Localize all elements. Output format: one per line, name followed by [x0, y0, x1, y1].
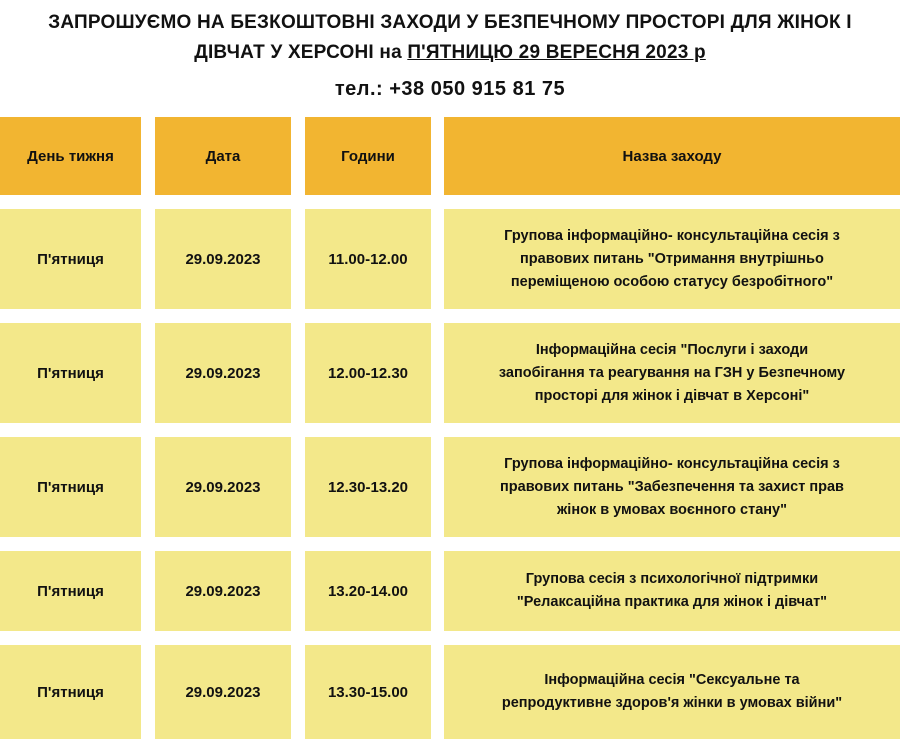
column-header-date: Дата [155, 117, 291, 195]
row-1-event-line-2: правових питань "Отримання внутрішньо [520, 250, 824, 267]
row-1-day: П'ятниця [0, 209, 141, 309]
row-3-event [444, 437, 900, 537]
row-5-day: П'ятниця [0, 645, 141, 739]
row-5-event-line-2: репродуктивне здоров'я жінки в умовах війни" [501, 695, 843, 711]
row-1-event [444, 209, 900, 309]
title-line-1: ЗАПРОШУЄМО НА БЕЗКОШТОВНІ ЗАХОДИ У БЕЗПЕЧНОМУ ПРОСТОРІ ДЛЯ ЖІНОК І [48, 12, 852, 33]
row-4-event-line-1: Групова сесія з психологічної підтримки [525, 571, 819, 587]
row-1-time: 11.00-12.00 [305, 209, 431, 309]
event-date-highlight: П'ЯТНИЦЮ 29 ВЕРЕСНЯ 2023 р [407, 42, 706, 63]
row-5-event-line-1: Інформаційна сесія "Сексуальне та [544, 672, 800, 688]
row-4-event [444, 551, 900, 631]
row-1-event-line-3: переміщеною особою статусу безробітного" [510, 273, 834, 290]
column-header-day: День тижня [0, 117, 141, 195]
row-5-date: 29.09.2023 [155, 645, 291, 739]
row-1-date: 29.09.2023 [155, 209, 291, 309]
row-2-event-line-1: Інформаційна сесія "Послуги і заходи [535, 341, 809, 358]
row-4-date: 29.09.2023 [155, 551, 291, 631]
row-2-time: 12.00-12.30 [305, 323, 431, 423]
row-2-event-line-2: запобігання та реагування на ГЗН у Безпечному [498, 364, 846, 381]
row-4-time: 13.20-14.00 [305, 551, 431, 631]
row-2-event-line-3: просторі для жінок і дівчат в Херсоні" [534, 387, 810, 404]
row-3-date: 29.09.2023 [155, 437, 291, 537]
page-header [0, 8, 900, 104]
row-2-event [444, 323, 900, 423]
row-3-event-line-2: правових питань "Забезпечення та захист прав [500, 478, 844, 495]
row-2-date: 29.09.2023 [155, 323, 291, 423]
row-3-day: П'ятниця [0, 437, 141, 537]
title-line-2-prefix: ДІВЧАТ У ХЕРСОНІ на [194, 42, 408, 63]
title-line-2 [0, 38, 900, 68]
row-3-event-line-1: Групова інформаційно- консультаційна сесія з [504, 455, 840, 472]
column-header-hours: Години [305, 117, 431, 195]
phone-number: тел.: +38 050 915 81 75 [334, 78, 566, 100]
row-5-event [444, 645, 900, 739]
row-3-time: 12.30-13.20 [305, 437, 431, 537]
row-4-event-line-2: "Релаксаційна практика для жінок і дівчат" [516, 594, 828, 610]
column-header-event: Назва заходу [444, 117, 900, 195]
row-3-event-line-3: жінок в умовах воєнного стану" [557, 501, 787, 518]
row-2-day: П'ятниця [0, 323, 141, 423]
row-5-time: 13.30-15.00 [305, 645, 431, 739]
row-4-day: П'ятниця [0, 551, 141, 631]
row-1-event-line-1: Групова інформаційно- консультаційна сесія з [504, 227, 840, 244]
